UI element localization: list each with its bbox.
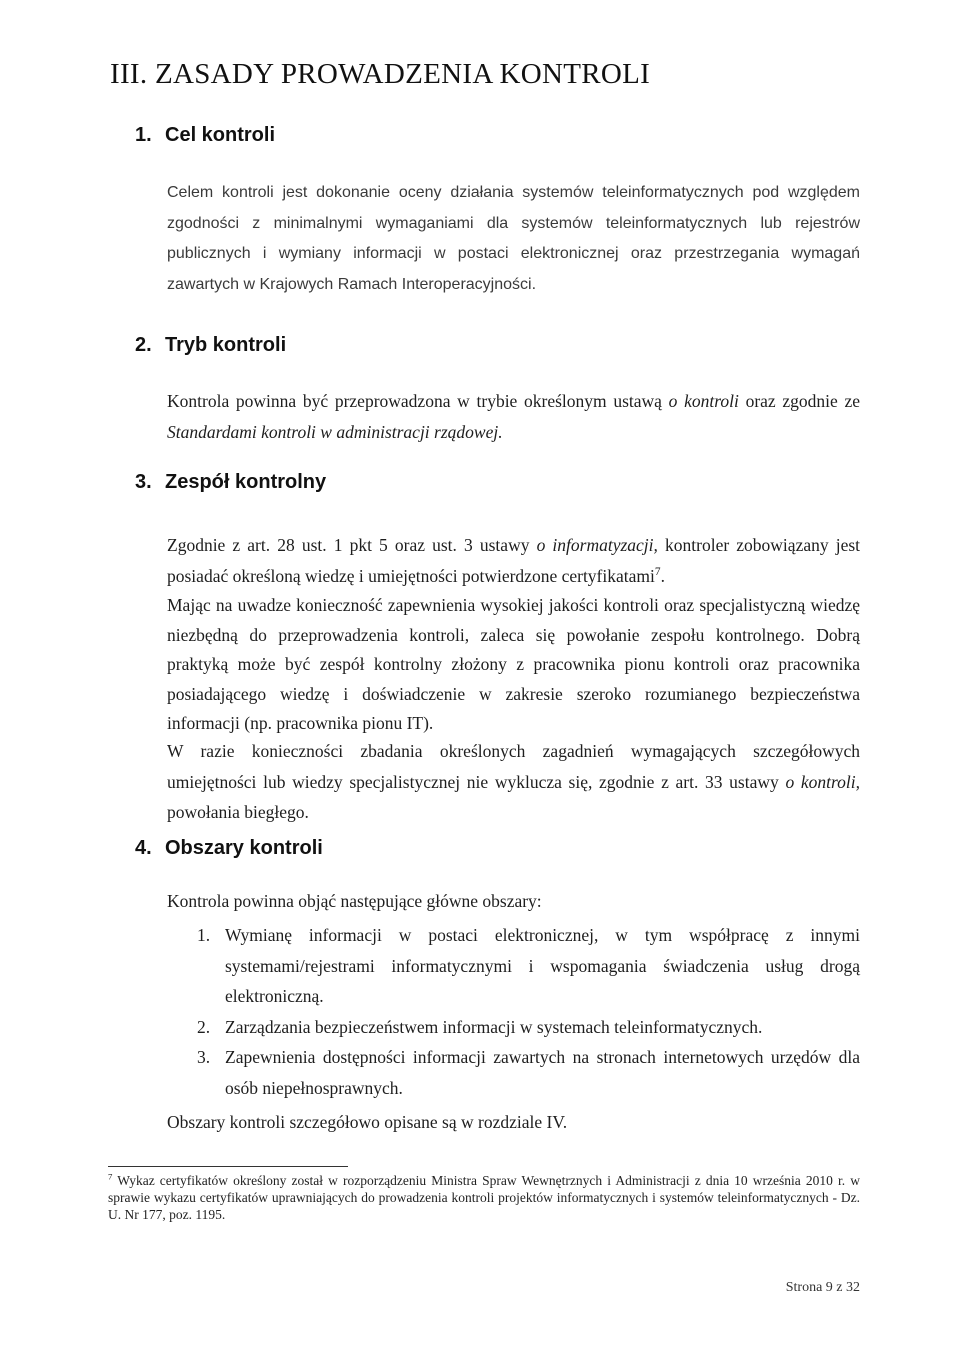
text-run: kontroler zobowiązany jest posiadać określoną wiedzę i umiejętności potwierdzone certyfikatami — [167, 535, 861, 586]
italic-standards-title: Standardami kontroli w administracji rządowej. — [167, 421, 503, 442]
list-item-number: 1. — [197, 925, 211, 945]
section-title: Cel kontroli — [165, 124, 276, 146]
list-item-text: Wymianę informacji w postaci elektronicznej, w tym współpracę z innymi systemami/rejestrami informatycznymi i wspomagania świadczenia usług drogą elektroniczną. — [225, 925, 860, 1006]
list-item-number: 3. — [197, 1047, 211, 1067]
chapter-title: III. ZASADY PROWADZENIA KONTROLI — [110, 58, 651, 90]
section-heading-3 — [135, 471, 326, 494]
footnote-separator — [108, 1166, 348, 1167]
list-item — [167, 1012, 860, 1043]
text-run: . — [660, 565, 665, 586]
text-run: Zgodnie z art. 28 ust. 1 pkt 5 oraz ust. 3 ustawy — [167, 535, 530, 555]
section-number: 4. — [135, 837, 152, 859]
section-number: 2. — [135, 334, 152, 356]
text-run: W razie konieczności zbadania określonych zagadnień wymagających szczegółowych umiejętności lub wiedzy specjalistycznej nie wyklucza się, zgodnie z art. 33 ustawy — [167, 741, 860, 792]
footnote-text: Wykaz certyfikatów określony został w rozporządzeniu Ministra Spraw Wewnętrznych i Administracji z dnia 10 września 2010 r. w sprawie wykazu certyfikatów uprawniających do prowadzenia kontroli projektów informatycznych i systemów teleinformatycznych - Dz. U. Nr 177, poz. 1195. — [108, 1173, 860, 1222]
italic-act-title: o kontroli — [668, 391, 739, 411]
section-heading-1 — [135, 124, 275, 147]
text-run: oraz zgodnie ze — [745, 391, 861, 411]
list-item-text: Zapewnienia dostępności informacji zawartych na stronach internetowych urzędów dla osób niepełnosprawnych. — [225, 1047, 860, 1098]
text-run: Kontrola powinna być przeprowadzona w trybie określonym ustawą — [167, 391, 662, 411]
list-item-number: 2. — [197, 1016, 211, 1037]
footnote-marker: 7 — [108, 1171, 113, 1182]
italic-act-title: o informatyzacji, — [536, 535, 658, 555]
list-item — [167, 920, 860, 1012]
section-3-paragraph-1 — [167, 530, 860, 591]
section-number: 3. — [135, 471, 152, 493]
section-4-intro: Kontrola powinna objąć następujące główne obszary: — [167, 891, 542, 911]
section-heading-4 — [135, 837, 323, 860]
italic-act-title: o kontroli, — [785, 771, 860, 792]
footnote-ref[interactable]: 7 — [654, 565, 661, 578]
section-4-outro: Obszary kontroli szczegółowo opisane są w rozdziale IV. — [167, 1112, 568, 1132]
section-1-paragraph: Celem kontroli jest dokonanie oceny działania systemów teleinformatycznych pod względem zgodności z minimalnymi wymaganiami dla systemów teleinformatycznych lub rejestrów publicznych i wymiany informacji w postaci elektronicznej oraz przestrzegania wymagań zawartych w Krajowych Ramach Interoperacyjności. — [167, 184, 860, 293]
list-item — [167, 1042, 860, 1103]
section-3-paragraph-3 — [167, 736, 860, 828]
section-heading-2 — [135, 334, 286, 357]
areas-list — [167, 920, 860, 1103]
footnote — [108, 1172, 860, 1223]
section-title: Zespół kontrolny — [165, 471, 327, 493]
section-title: Obszary kontroli — [165, 837, 323, 859]
text-run: powołania biegłego. — [167, 802, 309, 822]
section-number: 1. — [135, 124, 152, 146]
page-number: Strona 9 z 32 — [785, 1280, 860, 1295]
section-2-paragraph — [167, 386, 860, 447]
section-3-paragraph-2: Mając na uwadze konieczność zapewnienia wysokiej jakości kontroli oraz specjalistyczną wiedzę niezbędną do przeprowadzenia kontroli, zaleca się powołanie zespołu kontrolnego. Dobrą praktyką może być zespół kontrolny złożony z pracownika pionu kontroli oraz pracownika posiadającego wiedzę i doświadczenie w zakresie szeroko rozumianego bezpieczeństwa informacji (np. pracownika pionu IT). — [167, 595, 860, 733]
section-title: Tryb kontroli — [165, 334, 287, 356]
list-item-text: Zarządzania bezpieczeństwem informacji w systemach teleinformatycznych. — [225, 1016, 763, 1037]
